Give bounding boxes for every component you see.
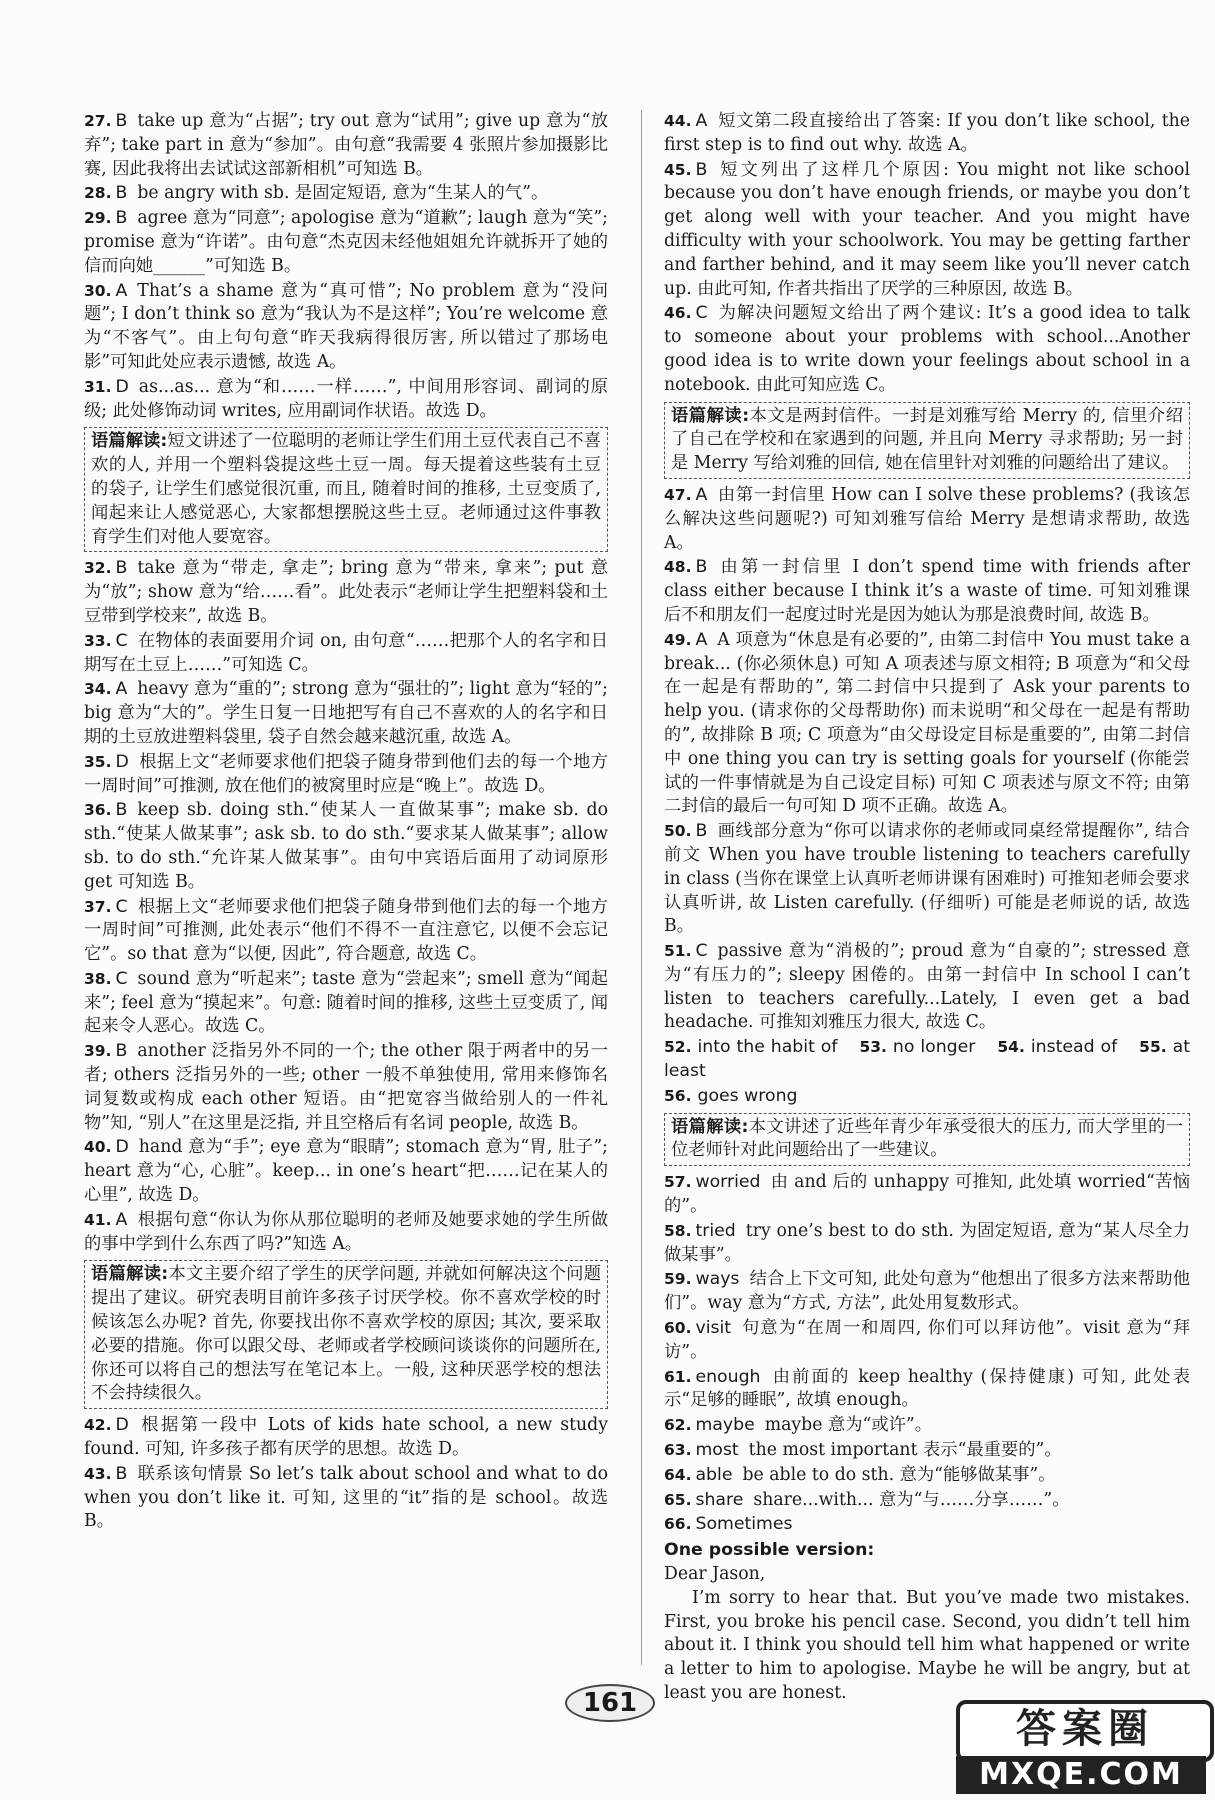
answer-explanation: be able to do sth. 意为“能够做某事”。	[742, 1464, 1056, 1485]
answer-choice: A	[115, 280, 128, 301]
answer-choice: A	[115, 1209, 128, 1230]
answer-choice: D	[115, 1415, 129, 1436]
question-number: 64.	[664, 1465, 692, 1484]
answer-choice: B	[115, 183, 128, 204]
question-number: 39.	[84, 1042, 112, 1061]
answer-item	[84, 896, 608, 967]
answer-choice: B	[695, 557, 708, 578]
answer-explanation: That’s a shame 意为“真可惜”; No problem 意为“没问题”; I don’t think so 意为“我认为不是这样”; You’re welcome 意为“不客气”。由上句句意“昨天我病得很厉害, 所以错过了那场电影”可知此处应表示遗憾, 故选 A。	[84, 280, 608, 372]
answer-item	[84, 799, 608, 894]
answer-choice: B	[115, 1463, 128, 1484]
question-number: 48.	[664, 558, 692, 577]
passage-analysis-label: 语篇解读:	[671, 405, 750, 426]
answer-item	[84, 207, 608, 278]
answer-explanation: 由前面的 keep healthy (保持健康) 可知, 此处表示“足够的睡眠”, 故填 enough。	[664, 1366, 1190, 1411]
answer-explanation: 根据第一段中 Lots of kids hate school, a new study found. 可知, 许多孩子都有厌学的思想。故选 D。	[84, 1415, 608, 1460]
essay-title: One possible version:	[664, 1540, 875, 1561]
question-number: 56.	[664, 1086, 692, 1105]
right-column	[664, 110, 1190, 1706]
answer-explanation: hand 意为“手”; eye 意为“眼睛”; stomach 意为“胃, 肚子”; heart 意为“心, 心脏”。keep... in one’s heart“把……记在某人的心里”, 故选 D。	[84, 1137, 608, 1206]
answer-item	[664, 1489, 1190, 1513]
fill-answer: into the habit of	[697, 1037, 838, 1058]
answer-choice: C	[115, 896, 128, 917]
answer-choice: B	[115, 1041, 128, 1062]
answer-item	[664, 1366, 1190, 1414]
answer-choice: B	[115, 558, 128, 579]
answer-choice: worried	[695, 1172, 761, 1193]
fill-answer: no longer	[892, 1037, 976, 1058]
answer-item	[664, 556, 1190, 627]
answer-choice: A	[695, 111, 708, 131]
question-number: 37.	[84, 897, 112, 916]
answer-item	[664, 110, 1190, 158]
passage-analysis-box	[664, 402, 1190, 479]
answer-explanation: 为解决问题短文给出了两个建议: It’s a good idea to talk to someone about your problems with school...Another good idea is to write down your feelings about school in a notebook. 由此可知应选 C。	[664, 303, 1190, 395]
passage-analysis-box	[84, 1260, 608, 1409]
passage-analysis-text: 本文讲述了近些年青少年承受很大的压力, 而大学里的一位老师针对此问题给出了一些建议。	[671, 1116, 1183, 1161]
essay-salutation: Dear Jason,	[664, 1564, 766, 1585]
question-number: 31.	[84, 377, 112, 396]
answer-explanation: heavy 意为“重的”; strong 意为“强壮的”; light 意为“轻的”; big 意为“大的”。学生日复一日地把写有自己不喜欢的人的名字和日期的土豆放进塑料袋里, 袋子自然会越来越沉重, 故选 A。	[84, 679, 608, 747]
answer-choice: C	[695, 303, 708, 324]
answer-choice: A	[695, 484, 708, 505]
question-number: 34.	[84, 680, 112, 699]
answer-explanation: keep sb. doing sth.“使某人一直做某事”; make sb. do sth.“使某人做某事”; ask sb. to do sth.“要求某人做某事”; allow sb. to do sth.“允许某人做某事”。由句中宾语后面用了动词原形 get 可知选 B。	[84, 800, 608, 892]
answer-explanation: share...with... 意为“与……分享……”。	[753, 1489, 1070, 1510]
question-number: 52.	[664, 1038, 692, 1057]
answer-item	[84, 678, 608, 749]
question-number: 40.	[84, 1138, 112, 1157]
question-number: 47.	[664, 485, 692, 504]
question-number: 42.	[84, 1416, 112, 1435]
question-number: 43.	[84, 1464, 112, 1483]
answer-choice: ways	[695, 1269, 740, 1290]
answer-explanation: 根据上文“老师要求他们把袋子随身带到他们去的每一个地方一周时间”可推测, 放在他们的被窝里时应是“晚上”。故选 D。	[84, 751, 608, 796]
question-number: 33.	[84, 631, 112, 650]
answer-item	[664, 1464, 1190, 1488]
question-number: 38.	[84, 969, 112, 988]
answer-item	[664, 1439, 1190, 1463]
answer-explanation: take 意为“带走, 拿走”; bring 意为“带来, 拿来”; put 意为“放”; show 意为“给……看”。此处表示“老师让学生把塑料袋和土豆带到学校来”, 故选 B。	[84, 558, 608, 626]
passage-analysis-text: 本文是两封信件。一封是刘雅写给 Merry 的, 信里介绍了自己在学校和在家遇到的问题, 并且向 Merry 寻求帮助; 另一封是 Merry 写给刘雅的回信, 她在信里针对刘雅的问题给出了建议。	[671, 405, 1183, 474]
answer-choice: most	[695, 1440, 739, 1461]
answer-choice: A	[695, 629, 708, 650]
question-number: 54.	[997, 1038, 1025, 1057]
answer-choice: enough	[695, 1366, 761, 1387]
answer-choice: C	[115, 968, 128, 989]
site-watermark-logo	[956, 1700, 1206, 1796]
column-divider	[641, 110, 642, 1665]
passage-analysis-box	[664, 1113, 1190, 1167]
passage-analysis-label: 语篇解读:	[671, 1116, 749, 1137]
answer-choice: C	[695, 941, 708, 962]
answer-item	[664, 302, 1190, 397]
answer-item	[84, 376, 608, 424]
answer-explanation: A 项意为“休息是有必要的”, 由第二封信中 You must take a break... (你必须休息) 可知 A 项表述与原文相符; B 项意为“和父母在一起是有帮助的”, 第二封信中只提到了 Ask your parents to help you. (请求你的父母帮助你) 而未说明“和父母在一起是有帮助的”, 故排除 B 项; C 项意为“由父母设定目标是重要的”, 由第二封信中 one thing you can try is setting goals for yourself (你能尝试的一件事情就是为自己设定目标) 可知 C 项表述与原文不符; 由第二封信的最后一句可知 D 项不正确。故选 A。	[664, 629, 1190, 817]
passage-analysis-text: 短文讲述了一位聪明的老师让学生们用土豆代表自己不喜欢的人, 并用一个塑料袋提这些土豆一周。每天提着这些装有土豆的袋子, 让学生们感觉很沉重, 而且, 随着时间的推移, 土豆变质了, 闻起来让人感觉恶心, 大家都想摆脱这些土豆。老师通过这件事教育学生们对他人要宽容。	[91, 431, 601, 547]
answer-explanation: be angry with sb. 是固定短语, 意为“生某人的气”。	[137, 183, 549, 204]
question-number: 55.	[1139, 1038, 1167, 1057]
question-number: 66.	[664, 1515, 692, 1534]
answer-explanation: 短文列出了这样几个原因: You might not like school because you don’t have enough friends, or maybe you don’t get along well with your teacher. And you might have difficulty with your schoolwork. You may be getting farther and farther behind, and it may seem like you’ll never catch up. 由此可知, 作者共指出了厌学的三种原因, 故选 B。	[664, 159, 1190, 299]
answer-choice: B	[695, 159, 708, 180]
answer-explanation: take up 意为“占据”; try out 意为“试用”; give up 意为“放弃”; take part in 意为“参加”。由句意“我需要 4 张照片参加摄影比赛, 因此我将出去试试这部新相机”可知选 B。	[84, 111, 608, 179]
answer-item	[84, 630, 608, 678]
question-number: 32.	[84, 559, 112, 578]
answer-item	[84, 1136, 608, 1207]
answer-item	[664, 1220, 1190, 1268]
watermark-bottom-text: MXQE.COM	[956, 1756, 1206, 1794]
answer-explanation: passive 意为“消极的”; proud 意为“自豪的”; stressed 意为“有压力的”; sleepy 困倦的。由第一封信中 In school I can’t listen to teachers carefully...Lately, I even get a bad headache. 可推知刘雅压力很大, 故选 C。	[664, 941, 1190, 1033]
fill-answer: goes wrong	[697, 1085, 798, 1106]
watermark-top-text: 答案圈	[956, 1700, 1214, 1762]
fill-in-answers	[664, 1085, 1190, 1109]
answer-item	[84, 751, 608, 799]
essay-body: I’m sorry to hear that. But you’ve made two mistakes. First, you broke his pencil case. Second, you didn’t tell him about it. I think you should tell him what happened or write a letter to him to apologise. Maybe he will be angry, but at least you are honest.	[664, 1587, 1190, 1703]
answer-choice: B	[115, 800, 128, 821]
answer-item	[664, 940, 1190, 1035]
question-number: 27.	[84, 112, 112, 130]
answer-choice: D	[115, 376, 129, 397]
answer-explanation: 联系该句情景 So let’s talk about school and what to do when you don’t like it. 可知, 这里的“it”指的是 school。故选 B。	[84, 1463, 608, 1532]
answer-item	[664, 629, 1190, 819]
answer-choice: Sometimes	[695, 1514, 793, 1535]
question-number: 60.	[664, 1319, 692, 1338]
fill-answer: at least	[664, 1037, 1190, 1082]
answer-explanation: 短文第二段直接给出了答案: If you don’t like school, the first step is to find out why. 故选 A。	[664, 111, 1190, 155]
answer-item	[84, 1209, 608, 1257]
question-number: 30.	[84, 281, 112, 300]
answer-item	[84, 182, 608, 206]
answer-explanation: sound 意为“听起来”; taste 意为“尝起来”; smell 意为“闻起来”; feel 意为“摸起来”。句意: 随着时间的推移, 这些土豆变质了, 闻起来令人恶心。故选 C。	[84, 968, 608, 1037]
question-number: 46.	[664, 304, 692, 323]
passage-analysis-label: 语篇解读:	[91, 431, 168, 452]
answer-item	[84, 968, 608, 1039]
answer-item	[84, 1040, 608, 1135]
fill-answer: instead of	[1030, 1037, 1118, 1058]
answer-explanation: 画线部分意为“你可以请求你的老师或同桌经常提醒你”, 结合前文 When you have trouble listening to teachers carefully in class (当你在课堂上认真听老师讲课有困难时) 可推知老师会要求认真听讲, 故 Listen carefully. (仔细听) 可能是老师说的话, 故选 B。	[664, 821, 1190, 937]
sample-essay	[664, 1539, 1190, 1706]
answer-item	[84, 1414, 608, 1462]
passage-analysis-label: 语篇解读:	[91, 1264, 169, 1285]
question-number: 51.	[664, 942, 692, 961]
answer-explanation: 由第一封信里 I don’t spend time with friends after class either because I think it’s a waste of time. 可知刘雅课后不和朋友们一起度过时光是因为她认为那是浪费时间, 故选 B。	[664, 557, 1190, 625]
answer-choice: tried	[695, 1220, 736, 1241]
answer-explanation: 由 and 后的 unhappy 可推知, 此处填 worried“苦恼的”。	[664, 1172, 1190, 1217]
question-number: 45.	[664, 160, 692, 179]
answer-explanation: as...as... 意为“和……一样……”, 中间用形容词、副词的原级; 此处修饰动词 writes, 应用副词作状语。故选 D。	[84, 376, 608, 421]
answer-item	[664, 820, 1190, 939]
answer-choice: A	[115, 679, 128, 700]
answer-item	[664, 1171, 1190, 1219]
answer-explanation: 根据句意“你认为你从那位聪明的老师及她要求她的学生所做的事中学到什么东西了吗?”知选 A。	[84, 1209, 608, 1254]
answer-choice: B	[695, 821, 708, 842]
answer-item	[84, 110, 608, 181]
right-answers	[664, 110, 1190, 1537]
answer-choice: D	[115, 751, 129, 772]
question-number: 28.	[84, 184, 112, 203]
passage-analysis-box	[84, 427, 608, 552]
question-number: 53.	[859, 1038, 887, 1057]
answer-choice: able	[695, 1464, 733, 1485]
answer-choice: maybe	[695, 1415, 755, 1436]
answer-explanation: 根据上文“老师要求他们把袋子随身带到他们去的每一个地方一周时间”可推测, 此处表示“他们不得不一直注意它, 以便不会忘记它”。so that 意为“以便, 因此”, 符合题意, 故选 C。	[84, 896, 608, 965]
answer-item	[84, 557, 608, 628]
question-number: 36.	[84, 801, 112, 820]
question-number: 62.	[664, 1416, 692, 1435]
passage-analysis-text: 本文主要介绍了学生的厌学问题, 并就如何解决这个问题提出了建议。研究表明目前许多孩子讨厌学校。你不喜欢学校的时候该怎么办呢? 首先, 你要找出你不喜欢学校的原因; 其次, 要采取必要的措施。你可以跟父母、老师或者学校顾问谈谈你的问题所在, 你还可以将自己的想法写在笔记本上。一般, 这种厌恶学校的想法不会持续很久。	[91, 1264, 601, 1404]
answer-explanation: the most important 表示“最重要的”。	[748, 1440, 1062, 1461]
answer-item	[664, 484, 1190, 555]
question-number: 58.	[664, 1221, 692, 1240]
answer-choice: B	[115, 111, 128, 131]
answer-choice: share	[695, 1489, 744, 1510]
answer-explanation: another 泛指另外不同的一个; the other 限于两者中的另一者; others 泛指另外的一些; other 一般不单独使用, 常用来修饰名词复数或构成 each other 短语。由“把宽容当做给别人的一件礼物”知, “别人”在这里是泛指, 并且空格后有名词 people, 故选 B。	[84, 1041, 608, 1133]
answer-choice: B	[115, 208, 128, 229]
answer-choice: C	[115, 630, 128, 651]
answer-item	[664, 1513, 1190, 1537]
answer-item	[664, 1317, 1190, 1365]
answer-item	[84, 280, 608, 375]
answer-item	[84, 1463, 608, 1534]
answer-explanation: try one’s best to do sth. 为固定短语, 意为“某人尽全力做某事”。	[664, 1220, 1190, 1265]
question-number: 35.	[84, 752, 112, 771]
answer-choice: D	[115, 1137, 129, 1158]
answer-explanation: 结合上下文可知, 此处句意为“他想出了很多方法来帮助他们”。way 意为“方式, 方法”, 此处用复数形式。	[664, 1269, 1190, 1314]
fill-in-answers	[664, 1036, 1190, 1084]
answer-explanation: maybe 意为“或许”。	[764, 1415, 933, 1436]
answer-item	[664, 1268, 1190, 1316]
question-number: 65.	[664, 1490, 692, 1509]
answer-item	[664, 1414, 1190, 1438]
question-number: 50.	[664, 822, 692, 841]
answer-explanation: agree 意为“同意”; apologise 意为“道歉”; laugh 意为“笑”; promise 意为“许诺”。由句意“杰克因未经他姐姐允许就拆开了她的信而向她______”可知选 B。	[84, 208, 608, 276]
answer-choice: visit	[695, 1318, 732, 1339]
question-number: 61.	[664, 1367, 692, 1386]
left-column	[84, 110, 608, 1535]
question-number: 63.	[664, 1441, 692, 1460]
question-number: 49.	[664, 630, 692, 649]
answer-explanation: 句意为“在周一和周四, 你们可以拜访他”。visit 意为“拜访”。	[664, 1318, 1190, 1362]
question-number: 41.	[84, 1210, 112, 1229]
question-number: 57.	[664, 1173, 692, 1192]
answer-explanation: 在物体的表面要用介词 on, 由句意“……把那个人的名字和日期写在土豆上……”可知选 C。	[84, 630, 608, 675]
question-number: 29.	[84, 209, 112, 228]
question-number: 44.	[664, 112, 692, 130]
question-number: 59.	[664, 1270, 692, 1289]
answer-item	[664, 159, 1190, 302]
page-number: 161	[565, 1684, 655, 1722]
answer-explanation: 由第一封信里 How can I solve these problems? (我该怎么解决这些问题呢?) 可知刘雅写信给 Merry 是想请求帮助, 故选 A。	[664, 484, 1190, 553]
